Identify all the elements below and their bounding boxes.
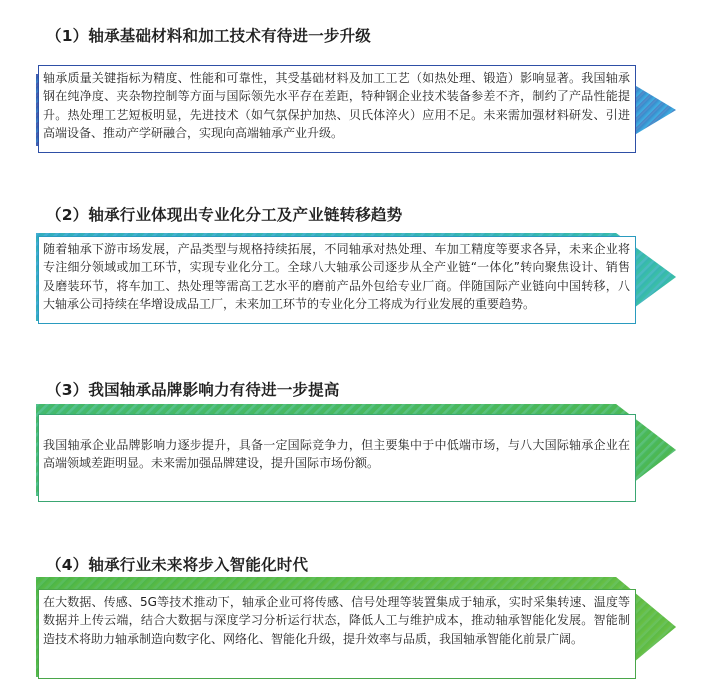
section-3-text: 我国轴承企业品牌影响力逐步提升，具备一定国际竞争力，但主要集中于中低端市场，与八大国际轴承企业在高端领域差距明显。未来需加强品牌建设，提升国际市场份额。 [38, 414, 636, 502]
section-3-heading: （3）我国轴承品牌影响力有待进一步提高 [46, 381, 340, 399]
section-1-text: 轴承质量关键指标为精度、性能和可靠性，其受基础材料及加工工艺（如热处理、锻造）影响显著。我国轴承钢在纯净度、夹杂物控制等方面与国际领先水平存在差距，特种钢企业技术装备参差不齐，制约了产品性能提升。热处理工艺短板明显，先进技术（如气氛保护加热、贝氏体淬火）应用不足。未来需加强材料研发、引进高端设备、推动产学研融合，实现向高端轴承产业升级。 [38, 65, 636, 153]
section-3 [0, 370, 713, 520]
section-4-text: 在大数据、传感、5G等技术推动下，轴承企业可将传感、信号处理等装置集成于轴承，实时采集转速、温度等数据并上传云端，结合大数据与深度学习分析运行状态，降低人工与维护成本，推动轴承智能化发展。智能制造技术将助力轴承制造向数字化、网络化、智能化升级，提升效率与品质，我国轴承智能化前景广阔。 [38, 589, 636, 679]
section-2-heading: （2）轴承行业体现出专业化分工及产业链转移趋势 [46, 206, 403, 224]
section-1-heading: （1）轴承基础材料和加工技术有待进一步升级 [46, 27, 371, 45]
section-2 [0, 195, 713, 355]
section-4-heading: （4）轴承行业未来将步入智能化时代 [46, 556, 309, 574]
section-2-text: 随着轴承下游市场发展，产品类型与规格持续拓展，不同轴承对热处理、车加工精度等要求各异，未来企业将专注细分领域或加工环节，实现专业化分工。全球八大轴承公司逐步从全产业链“一体化”转向聚焦设计、销售及磨装环节，将车加工、热处理等需高工艺水平的磨前产品外包给专业厂商。伴随国际产业链向中国转移，八大轴承公司持续在华增设成品工厂，未来加工环节的专业化分工将成为行业发展的重要趋势。 [38, 236, 636, 324]
section-4 [0, 545, 713, 690]
section-1 [0, 0, 713, 170]
